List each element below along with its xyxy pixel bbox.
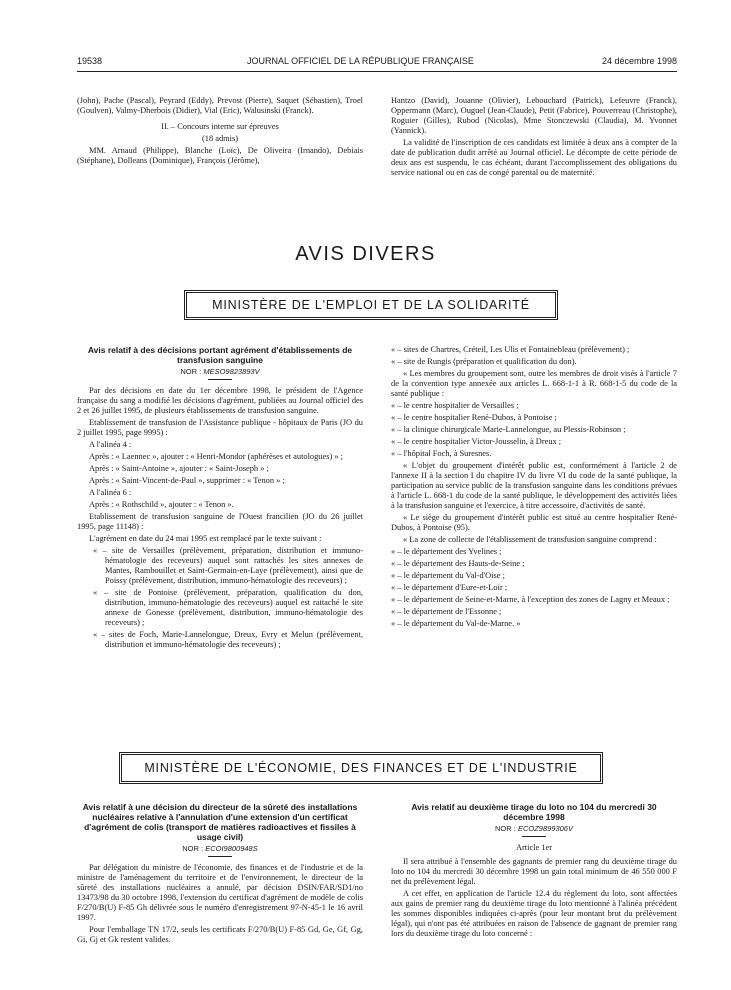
article-paragraph: « – l'hôpital Foch, à Suresnes. bbox=[391, 449, 492, 458]
article-paragraph: « – le département des Yvelines ; bbox=[391, 547, 502, 556]
article-transfusion-title: Avis relatif à des décisions portant agrément d'établissements de transfusion sanguine bbox=[87, 345, 353, 365]
article-transfusion-body bbox=[77, 386, 363, 650]
nor-code: ECOZ9899306V bbox=[517, 824, 573, 833]
article-paragraph: Par des décisions en date du 1er décembre 1998, le président de l'Agence française du sang a modifié les décisions d'agrément, publiées au Journal officiel des 2 et 26 juillet 1995, de plusieurs établissements de transfusion sanguine. bbox=[77, 386, 363, 415]
article-paragraph: « – site de Versailles (prélèvement, préparation, distribution et immuno-hématologie des receveurs) auquel sont rattachés les sites annexes de Mantes, Rambouillet et Saint-Germain-en-Laye (prélèvement), ainsi que de Poissy (prélèvement, distribution, immuno-hématologie des receveurs) ; bbox=[93, 546, 363, 585]
concours-title: II. – Concours interne sur épreuves bbox=[161, 122, 279, 131]
title-rule bbox=[522, 836, 546, 837]
article-paragraph: « – le département de l'Essonne ; bbox=[391, 607, 502, 616]
validity-paragraph: La validité de l'inscription de ces candidats est limitée à deux ans à compter de la date de publication dudit arrêté au Journal officiel. Le décompte de cette période de deux ans est suspendu, le cas échéant, durant l'accomplissement des obligations du service national ou en cas de congé parental ou de maternité. bbox=[391, 138, 677, 177]
concours-admis: (18 admis) bbox=[201, 134, 239, 143]
title-rule bbox=[208, 379, 232, 380]
article-paragraph: « – sites de Chartres, Créteil, Les Ulis et Fontainebleau (prélèvement) ; bbox=[391, 345, 630, 354]
ministry-emploi-box bbox=[186, 292, 556, 318]
article-paragraph: « La zone de collecte de l'établissement de transfusion sanguine comprend : bbox=[403, 535, 657, 544]
top-left-column bbox=[77, 96, 363, 168]
article-transfusion-left bbox=[77, 345, 363, 652]
title-rule bbox=[208, 856, 232, 857]
article-paragraph: « – le centre hospitalier de Versailles ; bbox=[391, 401, 519, 410]
name-list-2: MM. Arnaud (Philippe), Blanche (Loïc), De Oliveira (Irnando), Debiais (Stéphane), Dolleans (Dominique), François (Jérôme), bbox=[77, 146, 363, 165]
section-title-avis-divers: AVIS DIVERS bbox=[295, 243, 436, 265]
article-paragraph: Etablissement de transfusion de l'Assistance publique - hôpitaux de Paris (JO du 2 juillet 1995, page 9995) : bbox=[77, 418, 363, 437]
article-transfusion-nor bbox=[77, 367, 363, 377]
article-paragraph: Après : « Rothschild », ajouter : « Tenon ». bbox=[89, 500, 234, 509]
article-nucleaire-p1: Par délégation du ministre de l'économie, des finances et de l'industrie et de la ministre de l'aménagement du territoire et de l'environnement, le directeur de la sûreté des installations nucléaires a annulé, par décision DSIN/FAR/SD1/no 13473/98 du 30 octobre 1998, l'extension du certificat d'agrément de modèle de colis F/270/B(U) F-85 Gh délivrée sous le numéro d'enregistrement 97-N-45-1 le 16 avril 1997. bbox=[77, 863, 363, 922]
article-nucleaire-p2: Pour l'emballage TN 17/2, seuls les certificats F/270/B(U) F-85 Gd, Ge, Gf, Gg, Gi, Gj et Gk restent valides. bbox=[77, 925, 363, 944]
article-paragraph: « – le département du Val-de-Marne. » bbox=[391, 619, 521, 628]
article-paragraph: « – la clinique chirurgicale Marie-Lannelongue, au Plessis-Robinson ; bbox=[391, 425, 626, 434]
page-header bbox=[77, 56, 677, 70]
article-paragraph: « Les membres du groupement sont, outre les membres de droit visés à l'article 7 de la convention type annexée aux articles L. 668-1-1 à R. 668-1-5 du code de la santé publique : bbox=[391, 369, 677, 398]
article-loto-p1: Il sera attribué à l'ensemble des gagnants de premier rang du deuxième tirage du loto no 104 du mercredi 30 décembre 1998 un gain total minimum de 46 550 000 F net du prélèvement légal. bbox=[391, 857, 677, 886]
nor-label: NOR : bbox=[182, 844, 204, 853]
article-transfusion-right bbox=[391, 345, 677, 631]
article-paragraph: « – sites de Foch, Marie-Lannelongue, Dreux, Evry et Melun (prélèvement, distribution et immuno-hématologie des receveurs) ; bbox=[93, 630, 363, 649]
nor-code: MESO9823893V bbox=[203, 367, 260, 376]
article-loto-number: Article 1er bbox=[515, 843, 553, 852]
article-paragraph: « – le département d'Eure-et-Loir ; bbox=[391, 583, 508, 592]
name-list-1: (John), Pache (Pascal), Peyrard (Eddy), Prevost (Pierre), Saquet (Sébastien), Troel (Goulven), Valmy-Dherbois (Didier), Vial (Eric), Walusinski (Franck). bbox=[77, 96, 363, 115]
article-nucleaire-nor bbox=[77, 844, 363, 854]
article-paragraph: Après : « Saint-Antoine », ajouter : « Saint-Joseph » ; bbox=[89, 464, 269, 473]
article-paragraph: « L'objet du groupement d'intérêt public est, conformément à l'article 2 de l'annexe II à la section I du chapitre IV du livre VI du code de la santé publique, la participation au service public de la transfusion sanguine dans les conditions prévues à l'article L. 668-1 du code de la santé publique, le développement des activités liées à la transfusion sanguine et l'exercice, à titre accessoire, d'activités de santé. bbox=[391, 461, 677, 510]
article-paragraph: Etablissement de transfusion sanguine de l'Ouest francilien (JO du 26 juillet 1995, page 11148) : bbox=[77, 512, 363, 531]
page-number: 19538 bbox=[77, 56, 103, 66]
header-rule bbox=[77, 71, 677, 72]
name-list-3: Hantzo (David), Jouanne (Olivier), Lebouchard (Patrick), Lefeuvre (Franck), Oppermann (Marc), Ouguel (Jean-Claude), Petit (Fabrice), Pouverreau (Christophe), Roguier (Gilles), Rubod (Nicolas), Mme Stonczewski (Claudia), M. Yvonnet (Yannick). bbox=[391, 96, 677, 135]
article-paragraph: A l'alinéa 4 : bbox=[89, 440, 132, 449]
article-paragraph: « – le centre hospitalier Victor-Jousselin, à Dreux ; bbox=[391, 437, 562, 446]
issue-date: 24 décembre 1998 bbox=[601, 56, 677, 66]
article-paragraph: « – le département des Hauts-de-Seine ; bbox=[391, 559, 525, 568]
article-nucleaire bbox=[77, 802, 363, 947]
article-nucleaire-title: Avis relatif à une décision du directeur de la sûreté des installations nucléaires relative à l'annulation d'une extension d'un certificat d'agrément de colis (transport de matières radioactives et fissiles à usage civil) bbox=[82, 802, 358, 842]
article-loto-p2: A cet effet, en application de l'article 12.4 du règlement du loto, sont affectées aux gains de premier rang du deuxième tirage du loto mentionné à l'alinéa précédent les sommes disponibles indiquées ci-après (pour leur montant brut du prélèvement légal), qui n'ont pas été attribuées en raison de l'absence de gagnant de premier rang lors du deuxième tirage du loto concerné : bbox=[391, 889, 677, 938]
article-paragraph: L'agrément en date du 24 mai 1995 est remplacé par le texte suivant : bbox=[89, 534, 322, 543]
nor-code: ECOI9800948S bbox=[205, 844, 258, 853]
ministry-emploi-title: MINISTÈRE DE L'EMPLOI ET DE LA SOLIDARITÉ bbox=[212, 298, 530, 312]
article-paragraph: « – le département de Seine-et-Marne, à l'exception des zones de Lagny et Meaux ; bbox=[391, 595, 670, 604]
ministry-economie-title: MINISTÈRE DE L'ÉCONOMIE, DES FINANCES ET DE L'INDUSTRIE bbox=[144, 761, 578, 775]
article-paragraph: A l'alinéa 6 : bbox=[89, 488, 132, 497]
nor-label: NOR : bbox=[180, 367, 202, 376]
article-paragraph: « Le siège du groupement d'intérêt public est situé au centre hospitalier René-Dubos, à Pontoise (95). bbox=[391, 513, 677, 532]
article-paragraph: « – site de Pontoise (prélèvement, préparation, qualification du don, distribution, immuno-hématologie des receveurs) auquel est rattaché le site annexe de Gonesse (prélèvement, distribution, immuno-hématologie des receveurs) ; bbox=[93, 588, 363, 627]
top-right-column bbox=[391, 96, 677, 180]
journal-title: JOURNAL OFFICIEL DE LA RÉPUBLIQUE FRANÇAISE bbox=[247, 56, 474, 66]
article-loto bbox=[391, 802, 677, 941]
article-paragraph: « – le centre hospitalier René-Dubos, à Pontoise ; bbox=[391, 413, 557, 422]
article-transfusion-body-continued bbox=[391, 345, 677, 629]
nor-label: NOR : bbox=[495, 824, 516, 833]
ministry-economie-box bbox=[121, 754, 601, 782]
article-paragraph: « – le département du Val-d'Oise ; bbox=[391, 571, 505, 580]
article-paragraph: Après : « Saint-Vincent-de-Paul », supprimer : « Tenon » ; bbox=[89, 476, 285, 485]
article-loto-title: Avis relatif au deuxième tirage du loto no 104 du mercredi 30 décembre 1998 bbox=[411, 802, 657, 822]
article-paragraph: Après : « Laennec », ajouter : « Henri-Mondor (aphérèses et autologues) » ; bbox=[89, 452, 343, 461]
article-paragraph: « – site de Rungis (préparation et qualification du don). bbox=[391, 357, 577, 366]
article-loto-nor bbox=[391, 824, 677, 834]
